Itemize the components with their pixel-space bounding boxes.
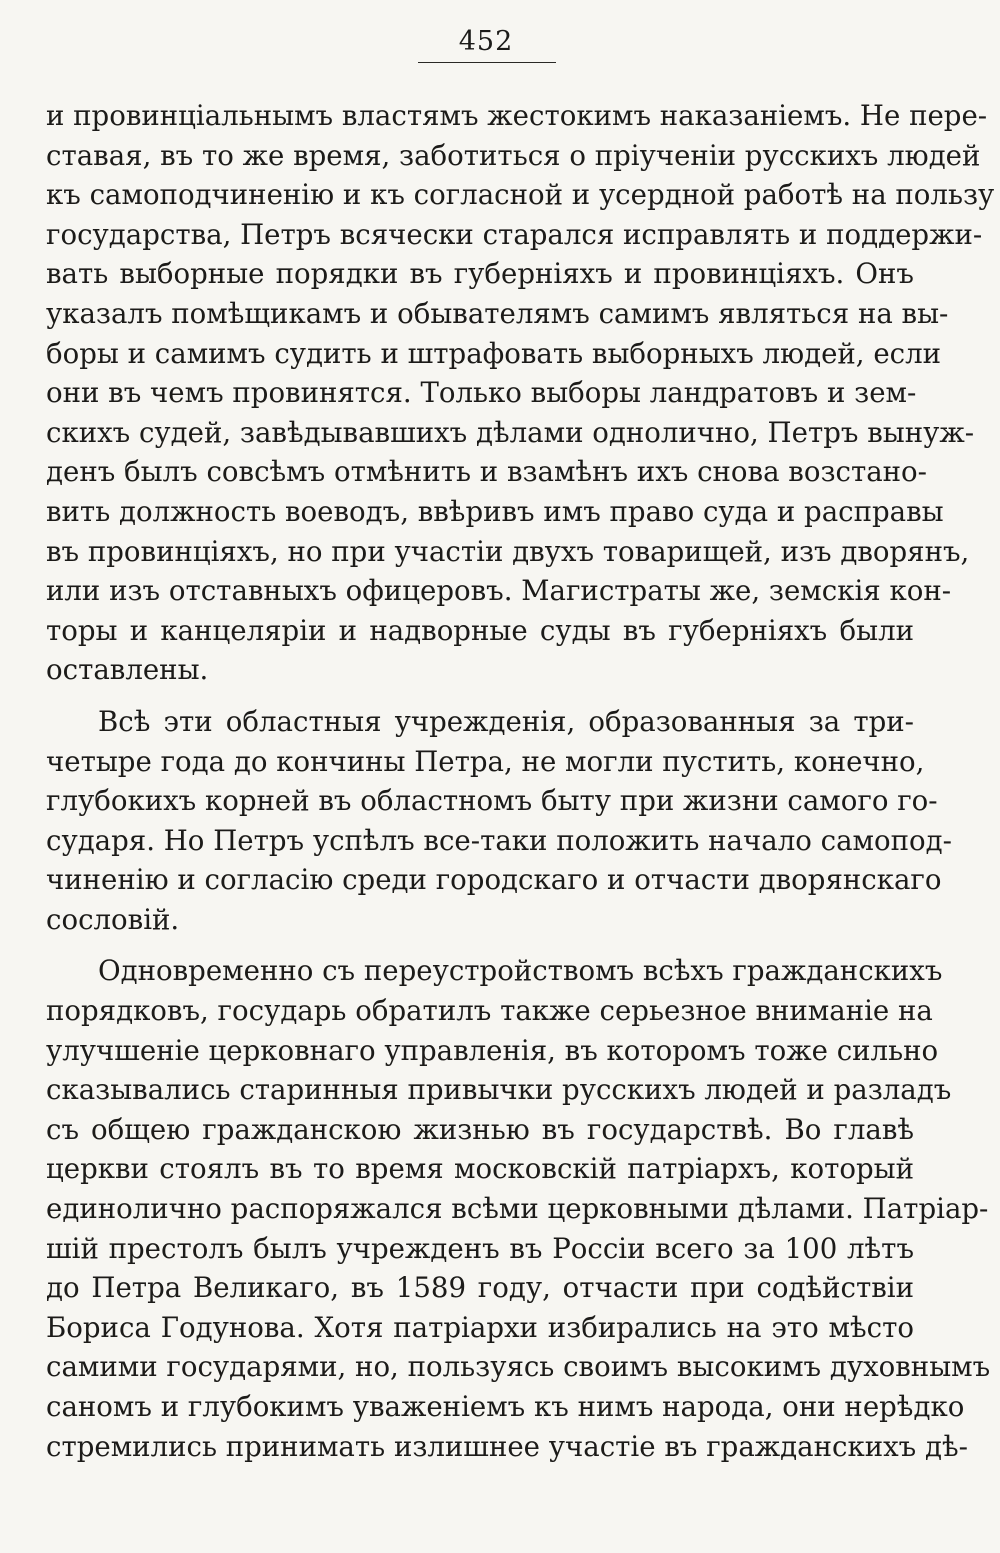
text-line: саномъ и глубокимъ уваженіемъ къ нимъ народа, они нерѣдко [46,1390,965,1423]
page-number: 452 [458,26,514,57]
text-line: вить должность воеводъ, ввѣривъ имъ право суда и расправы [46,494,944,528]
body-text [46,96,995,1466]
text-line: шій престолъ былъ учрежденъ въ Россіи всего за 100 лѣтъ [46,1231,914,1265]
text-line: и провинціальнымъ властямъ жестокимъ наказаніемъ. Не пере- [46,99,988,132]
text-line: къ самоподчиненію и къ согласной и усердной работѣ на пользу [46,178,995,212]
text-line: глубокихъ корней въ областномъ быту при жизни самого го- [46,784,938,818]
text-line: до Петра Великаго, въ 1589 году, отчасти при содѣйствіи [46,1271,914,1305]
text-line: ставая, въ то же время, заботиться о пріученіи русскихъ людей [46,138,981,172]
text-line: указалъ помѣщикамъ и обывателямъ самимъ являться на вы- [46,296,949,330]
text-line: Бориса Годунова. Хотя патріархи избирались на это мѣсто [46,1310,914,1344]
text-line: вать выборные порядки въ губерніяхъ и провинціяхъ. Онъ [46,257,914,291]
text-line: чиненію и согласію среди городскаго и отчасти дворянскаго [46,863,942,897]
text-line: государства, Петръ всячески старался исправлять и поддержи- [46,217,983,251]
text-line: они въ чемъ провинятся. Только выборы ландратовъ и зем- [46,376,917,410]
text-line: Всѣ эти областныя учрежденія, образованныя за три- [98,704,914,738]
paragraph-3 [46,951,991,1466]
text-line: стремились принимать излишнее участіе въ гражданскихъ дѣ- [46,1429,968,1463]
text-line: скихъ судей, завѣдывавшихъ дѣлами однолично, Петръ вынуж- [46,415,975,449]
text-line: самими государями, но, пользуясь своимъ высокимъ духовнымъ [46,1350,991,1384]
text-line: единолично распоряжался всѣми церковными дѣлами. Патріар- [46,1192,989,1226]
text-line: порядковъ, государь обратилъ также серьезное вниманіе на [46,994,933,1028]
text-line: сословій. [46,902,180,936]
text-line: или изъ отставныхъ офицеровъ. Магистраты же, земскія кон- [46,574,952,608]
text-line: съ общею гражданскою жизнью въ государствѣ. Во главѣ [46,1112,914,1146]
text-line: сказывались старинныя привычки русскихъ людей и разладъ [46,1073,952,1107]
text-line: четыре года до кончины Петра, не могли пустить, конечно, [46,744,925,778]
paragraph-2 [46,702,952,940]
text-line: въ провинціяхъ, но при участіи двухъ товарищей, изъ дворянъ, [46,534,970,568]
paragraph-gap [46,690,914,702]
text-line: оставлены. [46,653,209,687]
text-line: сударя. Но Петръ успѣлъ все-таки положить начало самопод- [46,823,952,857]
page-number-rule [418,62,556,63]
text-line: церкви стоялъ въ то время московскій патріархъ, который [46,1152,914,1186]
text-line: улучшеніе церковнаго управленія, въ которомъ тоже сильно [46,1033,939,1067]
text-line: торы и канцеляріи и надворные суды въ губерніяхъ были [46,613,914,647]
paragraph-1 [46,96,995,690]
text-line: Одновременно съ переустройствомъ всѣхъ гражданскихъ [98,954,943,988]
paragraph-gap [46,939,914,951]
text-line: боры и самимъ судить и штрафовать выборныхъ людей, если [46,336,942,370]
text-line: денъ былъ совсѣмъ отмѣнить и взамѣнъ ихъ снова возстано- [46,455,927,489]
